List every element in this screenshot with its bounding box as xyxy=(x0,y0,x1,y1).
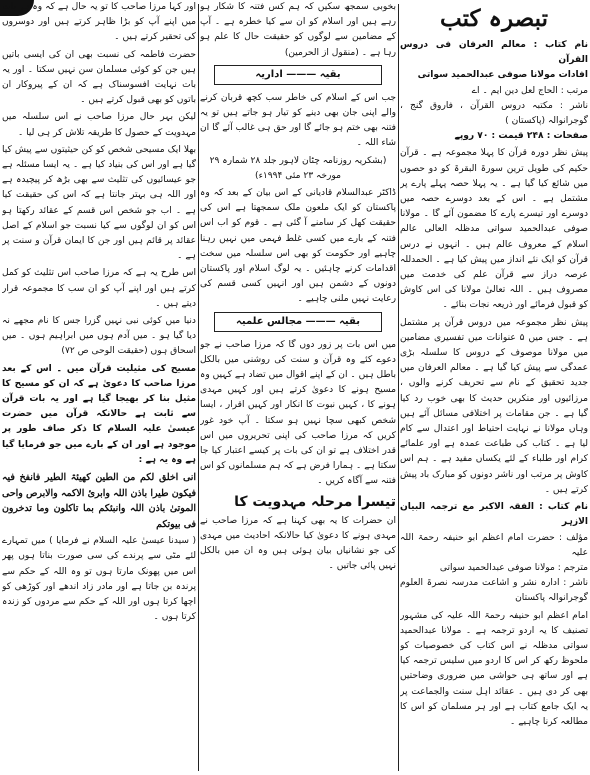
mid-paragraph-2: جب اس کے اسلام کی خاطر سب کچھ قربان کرنے والے اپنی جان بھی دینے کو تیار ہو جاتے ہیں تو یہ فتنہ بھی ختم ہو جائے گا اور حق ہی غالب آئے گا ان شاء اللہ ۔ xyxy=(200,92,396,149)
book1-review-continued: پیش نظر مجموعہ میں دروس قرآن پر مشتمل ہے ۔ جس میں ۵ عنوانات میں تفسیری مضامین میں مولانا موصوف کے دروس کا سلسلہ بڑی عمدگی سے پیش کیا گیا ہے ۔ معالم العرفان میں جدید تحقیق کے نام سے تحریف کرنے والوں ، مرزائیوں اور منکرین حدیث کا بھی خوب رد کیا گیا ہے ۔ جن مقامات پر اختلافی مسائل آئے ہیں وہاں مولانا نے نہایت احتیاط اور اعتدال سے کام لیا ہے ۔ کتاب کی طباعت عمدہ ہے اور علمائے کرام اور طلباء کے لئے یکساں مفید ہے ۔ ہم اس کاوش پر مرتب اور ناشر دونوں کو مبارک باد پیش کرتے ہیں ۔ xyxy=(400,317,588,495)
column-divider-left xyxy=(198,4,199,771)
mid-citation: (بشکریہ روزنامہ چٹان لاہور جلد ۲۸ شمارہ ۲۹ مورخہ ۲۳ مئی ۱۹۹۴ء) xyxy=(209,155,387,181)
review-section-heading: تبصرہ کتب xyxy=(440,5,548,32)
left-paragraph-1: اور کہا مرزا صاحب کا تو یہ حال ہے کہ وہ ہر بات میں اپنے آپ کو بڑا ظاہر کرتے ہیں اور دوسروں کی تحقیر کرتے ہیں ۔ xyxy=(2,2,196,43)
quran-verse: انی اخلق لکم من الطین کھیئۃ الطیر فانفخ فیہ فیکون طیرا باذن اللہ وابرئ الاکمہ والابرص واحی الموتیٰ باذن اللہ وانبئکم بما تاکلون وما تدخرون فی بیوتکم xyxy=(2,472,196,530)
left-paragraph-8: ( سیدنا عیسیٰ علیہ السلام نے فرمایا ) میں تمہارے لئے مٹی سے پرندے کی سی صورت بناتا ہوں پھر اس میں پھونک مارتا ہوں تو وہ اللہ کے حکم سے پرندہ بن جاتا ہے اور مادر زاد اندھے اور کوڑھی کو اچھا کرتا ہوں اور اللہ کے حکم سے مردوں کو زندہ کرتا ہوں ۔ xyxy=(2,536,196,623)
mahdism-subheading: تیسرا مرحلہ مہدویت کا xyxy=(234,493,396,510)
mid-paragraph-6: ان حضرات کا یہ بھی کہنا ہے کہ مرزا صاحب نے مہدی ہونے کا دعویٰ کیا حالانکہ احادیث میں مہدی کی جو نشانیاں بیان ہوئی ہیں وہ ان میں بالکل نہیں پائی جاتیں ۔ xyxy=(200,515,396,572)
book1-source: افادات مولانا صوفی عبدالحمید سواتی xyxy=(417,70,588,81)
book2-publisher: ناشر : ادارہ نشر و اشاعت مدرسہ نصرۃ العلوم گوجرانوالہ پاکستان xyxy=(400,578,588,604)
left-paragraph-4: بھلا ایک مسیحی شخص کو کن حیثیتوں سے پیش کیا گیا ہے اور اس کی بنیاد کیا ہے ۔ یہ ایسا مسئلہ ہے جو عیسائیوں کی تثلیث سے بھی بڑھ کر پیچیدہ ہے اور اللہ ہی بہتر جانتا ہے کہ اس کی حقیقت کیا ہے ۔ اب جو شخص اس قسم کے عقائد رکھتا ہو اس کو ان لوگوں سے کیا نسبت جو اسلام کے اصل عقائد پر قائم ہیں اور جن کا ایمان قرآن و سنت پر ہے ۔ xyxy=(2,144,196,262)
left-paragraph-2: حضرت فاطمہ کی نسبت بھی ان کی ایسی باتیں ہیں جن کو کوئی مسلمان سن نہیں سکتا ۔ اور یہ بات نہایت افسوسناک ہے کہ ان کے پیروکار ان باتوں کو بھی قبول کرتے ہیں ۔ xyxy=(2,49,196,106)
book2-author: مؤلف : حضرت امام اعظم ابو حنیفہ رحمۃ اللہ علیہ xyxy=(400,532,588,558)
left-paragraph-7: مسیح کی مثیلیت قرآن میں ۔ اس کے بعد مرزا صاحب کا دعویٰ ہے کہ ان کو مسیح کا مثیل بنا کر بھیجا گیا ہے اور یہ بات قرآن سے ثابت ہے حالانکہ قرآن میں حضرت عیسیٰ علیہ السلام کا ذکر صاف طور پر موجود ہے اور ان کے بارے میں جو فرمایا گیا ہے وہ یہ ہے : xyxy=(2,363,196,465)
mid-paragraph-4: ڈاکٹر عبدالسلام قادیانی کے اس بیان کے بعد کہ وہ پاکستان کو ایک ملعون ملک سمجھتا ہے اس کی حقیقت کھل کر سامنے آ گئی ہے ۔ قوم کو اب اس فتنہ کے بارے میں کسی غلط فہمی میں نہیں رہنا چاہیے اور حکومت کو بھی اس سلسلہ میں سخت اقدامات کرنے چاہئیں ۔ یہ لوگ اسلام اور پاکستان دونوں کے دشمن ہیں اور انہیں کسی قسم کی رعایت نہیں ملنی چاہیے ۔ xyxy=(200,188,396,305)
left-paragraph-5: اس طرح یہ ہے کہ مرزا صاحب اس تثلیث کو کمل کرتے ہیں اور اپنے آپ کو ان سب کا مجموعہ قرار دیتے ہیں ۔ xyxy=(2,268,196,309)
middle-article-column xyxy=(200,0,396,775)
book2-translator: مترجم : مولانا صوفی عبدالحمید سواتی xyxy=(439,562,588,573)
book1-editor: مرتب : الحاج لعل دین ایم ۔ اے xyxy=(471,85,588,96)
continued-majalis-box: بقیہ ——— مجالس علمیہ xyxy=(214,312,382,332)
left-quote: دنیا میں کوئی نبی نہیں گزرا جس کا نام مجھے نہ دیا گیا ہو ۔ میں آدم ہوں میں ابراہیم ہوں ۔ میں اسحاق ہوں (حقیقت الوحی ص ۷۲) xyxy=(2,316,196,357)
book1-publisher: ناشر : مکتبہ دروس القرآن ، فاروق گنج ، گوجرانوالہ (پاکستان ) xyxy=(400,100,588,127)
left-paragraph-3: لیکن بہر حال مرزا صاحب نے اس سلسلہ میں مہدویت کے حصول کا طریقہ تلاش کر ہی لیا ۔ xyxy=(2,112,196,138)
book1-price: صفحات : ۲۴۸ قیمت : ۷۰ روپے xyxy=(454,131,588,142)
book2-title: نام کتاب : الفقہ الاکبر مع ترجمہ البیان الازہر xyxy=(400,502,588,528)
book2-review: امام اعظم ابو حنیفہ رحمۃ اللہ علیہ کی مشہور تصنیف کا یہ اردو ترجمہ ہے ۔ مولانا عبدالحمید سواتی مدظلہ نے اس کتاب کی خصوصیات کو ملحوظ رکھ کر اس کا اردو میں سلیس ترجمہ کیا ہے اور ساتھ ہی حواشی میں ضروری وضاحتیں بھی کر دی ہیں ۔ عقائد اہل سنت والجماعت پر یہ ایک جامع کتاب ہے اور ہر مسلمان کو اس کا مطالعہ کرنا چاہیے ۔ xyxy=(400,610,588,727)
left-article-column xyxy=(2,0,196,775)
continued-editorial-box: بقیہ ——— اداریہ xyxy=(214,65,382,85)
book1-review: پیش نظر دورہ قرآن کا پہلا مجموعہ ہے ۔ قرآن حکیم کی طویل ترین سورۃ البقرۃ کو دو حصوں میں شائع کیا گیا ہے ۔ یہ پہلا حصہ پہلے پارے پر مشتمل ہے ۔ اس کے بعد دوسرے حصہ میں دوسرے اور تیسرے پارے کا مضمون آئے گا ۔ مولانا صوفی عبدالحمید سواتی مدظلہ العالی عالم اسلام کے معروف عالم ہیں ۔ انہوں نے درس قرآن کو ایک نئے انداز میں پیش کیا ہے ۔ الحمدللہ عرصہ دراز سے قرآن علم کی خدمت میں مصروف ہیں ۔ اللہ تعالیٰ مولانا کی اس کاوش کو قبول فرمائے اور ذریعہ نجات بنائے ۔ xyxy=(400,148,588,311)
book1-title: نام کتاب : معالم العرفان فی دروس القرآن xyxy=(400,40,588,66)
column-divider-right xyxy=(398,4,399,771)
mid-paragraph-5: میں اس بات پر زور دوں گا کہ مرزا صاحب نے جو دعوے کئے وہ قرآن و سنت کی روشنی میں بالکل باطل ہیں ۔ ان کے اپنے اقوال میں تضاد ہے کہیں وہ مسیح ہونے کا دعویٰ کرتے ہیں اور کہیں مہدی ہونے کا ، کہیں نبوت کا انکار اور کہیں اقرار ، ایسا شخص کبھی سچا نہیں ہو سکتا ۔ آپ خود غور کریں کہ مرزا صاحب کی اپنی تحریروں میں اس قدر اختلاف ہے تو ان کی بات پر کیسے اعتبار کیا جا سکتا ہے ۔ ہمارا فرض ہے کہ ہم مسلمانوں کو اس فتنہ سے آگاہ کریں ۔ xyxy=(200,339,396,487)
mid-paragraph-1: بخوبی سمجھ سکیں کہ ہم کس فتنہ کا شکار ہو رہے ہیں اور اسلام کو ان سے کیا خطرہ ہے ۔ آپ کے مضامین سے لوگوں کو حقیقت حال کا علم ہو رہا ہے ۔ (منقول از الحرمین) xyxy=(200,2,396,58)
book-review-column xyxy=(400,0,588,775)
